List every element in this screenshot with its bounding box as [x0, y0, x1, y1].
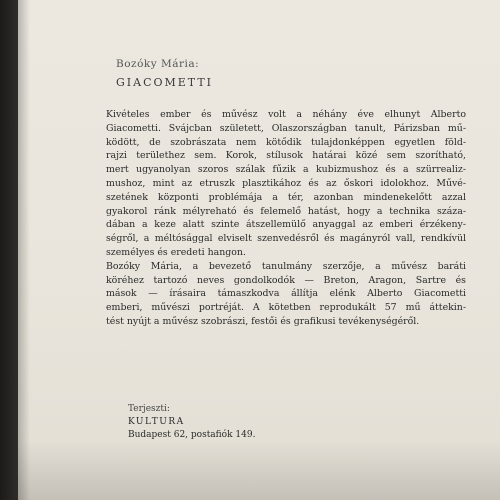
- text-line: Bozóky Mária, a bevezető tanulmány szerzője, a művész baráti: [106, 260, 466, 272]
- text-line: személyes és eredeti hangon.: [106, 246, 246, 258]
- text-line: dában a keze alatt szinte átszellemülő anyaggal az emberi érzékeny-: [106, 219, 466, 231]
- publisher-address: Budapest 62, postafiók 149.: [128, 430, 256, 440]
- text-line: köréhez tartozó neves gondolkodók — Breton, Aragon, Sartre és: [106, 274, 466, 286]
- text-line: mások — írásaira támaszkodva állítja elénk Alberto Giacometti: [106, 288, 466, 300]
- text-line: Giacometti. Svájcban született, Olaszországban tanult, Párizsban mű-: [106, 122, 466, 134]
- page-edge-shadow: [0, 0, 30, 500]
- distributor-label: Terjeszti:: [128, 404, 170, 414]
- text-line: tést nyújt a művész szobrászi, festői és grafikusi tevékenységéről.: [106, 315, 420, 327]
- page-bottom-shade: [0, 440, 500, 500]
- publisher-name: KULTURA: [128, 417, 185, 427]
- book-title: GIACOMETTI: [116, 76, 214, 89]
- text-line: emberi, művészi portréját. A kötetben reprodukált 57 mű áttekin-: [106, 302, 466, 314]
- blurb-text: [106, 108, 466, 329]
- text-line: rajzi területhez sem. Korok, stílusok határai közé sem szorítható,: [106, 150, 466, 162]
- text-line: Kivételes ember és művész volt a néhány éve elhunyt Alberto: [106, 109, 466, 120]
- text-line: ségről, a méltósággal elviselt szenvedésről és magányról vall, rendkívül: [106, 233, 466, 245]
- text-line: mert ugyanolyan szoros szálak fűzik a kubizmushoz és a szürrealiz-: [106, 164, 466, 176]
- publisher-block: [128, 403, 255, 442]
- text-line: ködött, de szobrászata nem kötődik tulajdonképpen egyetlen föld-: [106, 136, 466, 148]
- author-name: Bozóky Mária:: [116, 58, 200, 70]
- text-line: szetének központi problémája a tér, azonban mindenekelőtt azzal: [106, 191, 466, 203]
- text-line: gyakorol ránk mélyreható és felemelő hatást, hogy a technika száza-: [106, 205, 466, 217]
- text-line: mushoz, mint az etruszk plasztikához és az őskori idolokhoz. Művé-: [106, 177, 466, 189]
- book-page: [18, 0, 500, 500]
